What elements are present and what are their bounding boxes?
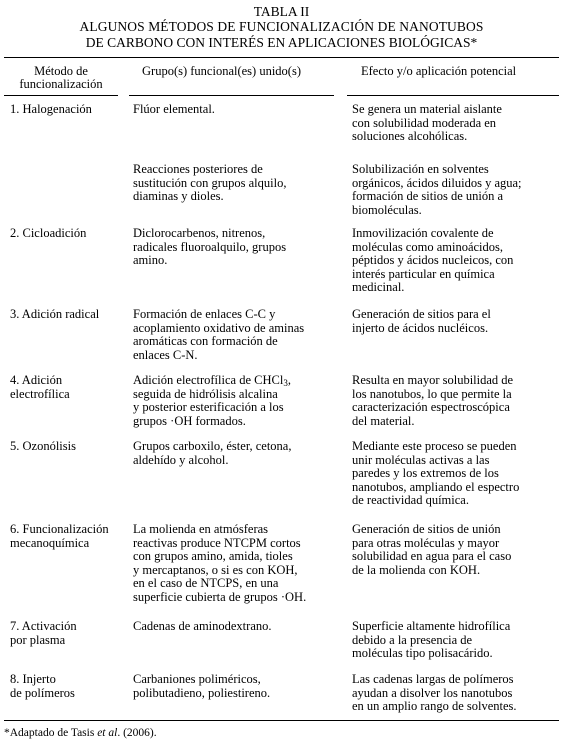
cell-effect: con solubilidad moderada en — [352, 115, 497, 130]
cell-method: mecanoquímica — [10, 535, 90, 550]
cell-text-suffix: , — [287, 373, 291, 387]
cell-effect: soluciones alcohólicas. — [352, 129, 468, 144]
cell-groups: La molienda en atmósferas — [133, 522, 269, 536]
footnote-italic: et al — [97, 727, 118, 739]
cell-groups: Flúor elemental. — [133, 102, 215, 116]
cell-groups: con grupos amino, amida, tioles — [133, 549, 293, 564]
cell-effect: caracterización espectroscópica — [352, 400, 510, 415]
cell-groups: aromáticas con formación de — [133, 334, 278, 349]
header-rule-groups — [129, 95, 334, 96]
cell-groups: Carbaniones poliméricos, — [133, 672, 261, 686]
cell-groups: Formación de enlaces C-C y — [133, 307, 276, 321]
header-groups: Grupo(s) funcional(es) unido(s) — [142, 64, 301, 78]
cell-effect: en un amplio rango de solventes. — [352, 699, 517, 714]
cell-groups: radicales fluoroalquilo, grupos — [133, 239, 287, 254]
cell-effect: Solubilización en solventes — [352, 162, 489, 176]
cell-effect: injerto de ácidos nucléicos. — [352, 320, 489, 335]
cell-method: 4. Adición — [10, 373, 63, 387]
footnote-suffix: . (2006). — [117, 727, 157, 739]
cell-effect: Superficie altamente hidrofílica — [352, 619, 511, 633]
header-method-line: funcionalización — [19, 77, 103, 91]
cell-effect: Mediante este proceso se pueden — [352, 439, 517, 453]
cell-groups: sustitución con grupos alquilo, — [133, 175, 287, 190]
table-title-line: DE CARBONO CON INTERÉS EN APLICACIONES BIOLÓGICAS* — [85, 35, 478, 50]
header-method-line: Método de — [34, 64, 88, 78]
cell-effect: Generación de sitios de unión — [352, 522, 501, 536]
cell-groups: diaminas y dioles. — [133, 189, 224, 204]
cell-method: de polímeros — [10, 685, 75, 700]
bottom-rule — [4, 720, 559, 721]
cell-effect: debido a la presencia de — [352, 632, 473, 647]
subscript: 3 — [283, 378, 288, 388]
header-rule-effect — [347, 95, 559, 96]
cell-effect: moléculas tipo polisacárido. — [352, 646, 493, 661]
cell-groups: seguida de hidrólisis alcalina — [133, 386, 278, 401]
cell-effect: del material. — [352, 413, 415, 428]
cell-effect: medicinal. — [352, 280, 405, 295]
cell-effect: orgánicos, ácidos diluidos y agua; — [352, 175, 522, 190]
cell-method: 2. Cicloadición — [10, 226, 87, 240]
cell-method: 3. Adición radical — [10, 307, 100, 321]
cell-effect: formación de sitios de unión a — [352, 189, 504, 204]
cell-groups: enlaces C-N. — [133, 347, 198, 362]
cell-effect: los nanotubos, lo que permite la — [352, 386, 512, 401]
cell-groups: en el caso de NTCPS, en una — [133, 576, 279, 591]
cell-effect: de reactividad química. — [352, 493, 469, 508]
cell-method: 5. Ozonólisis — [10, 439, 76, 453]
cell-effect: interés particular en química — [352, 266, 495, 281]
cell-groups: reactivas produce NTCPM cortos — [133, 535, 301, 550]
cell-effect: Se genera un material aislante — [352, 102, 502, 116]
cell-groups: polibutadieno, poliestireno. — [133, 685, 271, 700]
cell-effect: Las cadenas largas de polímeros — [352, 672, 514, 686]
header-method — [4, 65, 118, 91]
cell-groups: Grupos carboxilo, éster, cetona, — [133, 439, 292, 453]
top-rule — [4, 57, 559, 58]
cell-method: 8. Injerto — [10, 672, 56, 686]
footnote-prefix: *Adaptado de Tasis — [4, 727, 98, 739]
cell-effect: paredes y los extremos de los — [352, 466, 499, 481]
footnote — [4, 727, 157, 739]
cell-effect: unir moléculas activas a las — [352, 452, 490, 467]
cell-effect: nanotubos, ampliando el espectro — [352, 479, 520, 494]
cell-groups: Diclorocarbenos, nitrenos, — [133, 226, 266, 240]
cell-groups: aldehído y alcohol. — [133, 452, 229, 467]
header-effect: Efecto y/o aplicación potencial — [361, 64, 517, 78]
cell-groups: grupos ·OH formados. — [133, 413, 246, 428]
cell-groups: y posterior esterificación a los — [133, 400, 284, 415]
cell-groups: superficie cubierta de grupos ·OH. — [133, 590, 307, 604]
cell-method: por plasma — [10, 632, 66, 647]
cell-text: Adición electrofílica de CHCl — [133, 373, 284, 387]
cell-method: 6. Funcionalización — [10, 522, 109, 536]
cell-effect: de la molienda con KOH. — [352, 562, 481, 577]
table-title-line: TABLA II — [253, 4, 310, 19]
cell-groups: Cadenas de aminodextrano. — [133, 619, 272, 633]
cell-method: electrofílica — [10, 386, 70, 401]
cell-effect: para otras moléculas y mayor — [352, 535, 500, 550]
header-rule-method — [4, 95, 118, 96]
cell-groups: amino. — [133, 253, 168, 268]
cell-effect: Generación de sitios para el — [352, 307, 491, 321]
cell-groups: y mercaptanos, o si es con KOH, — [133, 562, 298, 577]
cell-effect: solubilidad en agua para el caso — [352, 549, 512, 564]
cell-effect: Inmovilización covalente de — [352, 226, 494, 240]
cell-effect: Resulta en mayor solubilidad de — [352, 373, 514, 387]
cell-method: 1. Halogenación — [10, 102, 92, 116]
table-title-line: ALGUNOS MÉTODOS DE FUNCIONALIZACIÓN DE NANOTUBOS — [79, 19, 484, 34]
cell-groups: acoplamiento oxidativo de aminas — [133, 320, 305, 335]
cell-groups — [133, 374, 291, 388]
cell-effect: moléculas como aminoácidos, — [352, 239, 504, 254]
cell-effect: ayudan a disolver los nanotubos — [352, 685, 513, 700]
cell-groups: Reacciones posteriores de — [133, 162, 263, 176]
cell-effect: péptidos y ácidos nucleicos, con — [352, 253, 514, 268]
cell-method: 7. Activación — [10, 619, 77, 633]
cell-effect: biomoléculas. — [352, 202, 422, 217]
